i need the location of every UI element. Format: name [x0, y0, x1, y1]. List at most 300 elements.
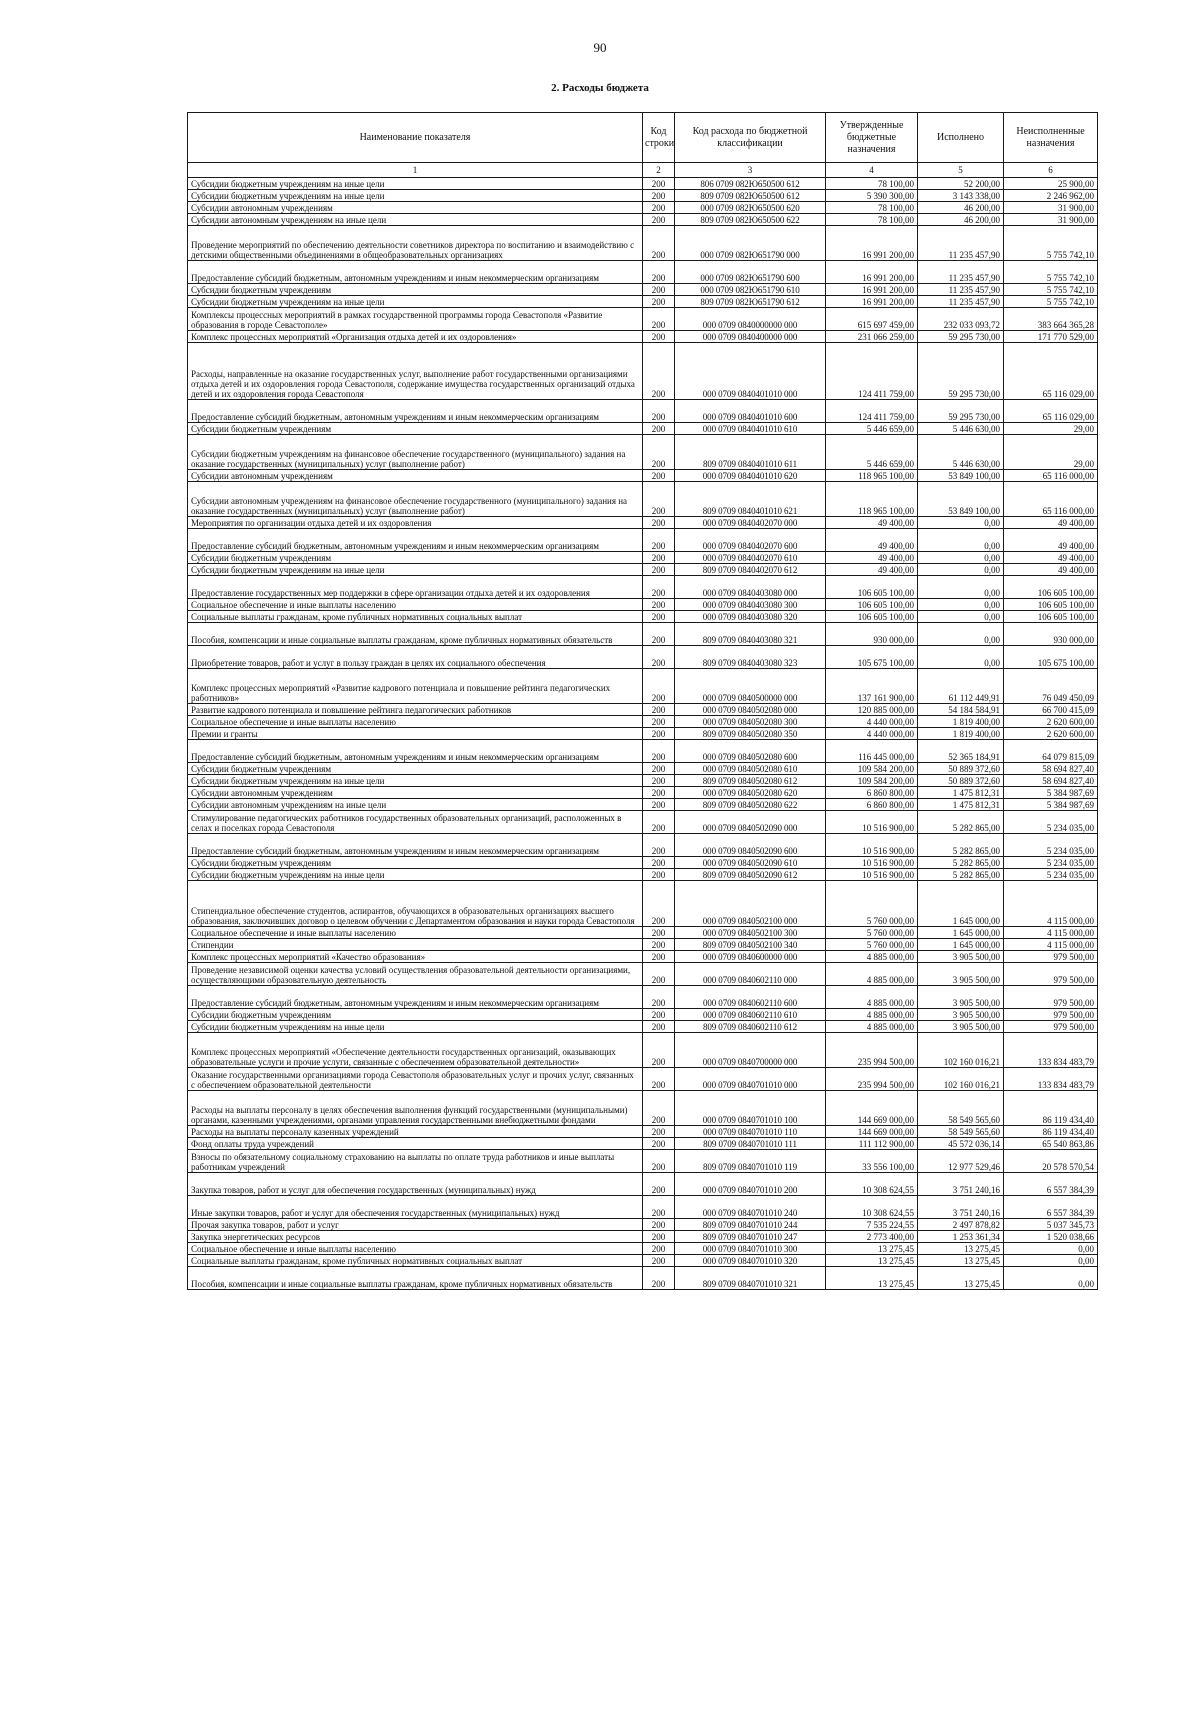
table-row	[188, 1150, 1098, 1173]
row-line-code: 200	[643, 1196, 675, 1219]
table-row	[188, 564, 1098, 576]
row-approved: 144 669 000,00	[826, 1091, 918, 1126]
table-row	[188, 1231, 1098, 1243]
row-executed: 1 645 000,00	[918, 927, 1004, 939]
table-row	[188, 986, 1098, 1009]
row-name: Субсидии автономным учреждениям	[188, 470, 643, 482]
table-row	[188, 284, 1098, 296]
row-executed: 0,00	[918, 646, 1004, 669]
row-budget-code: 809 0709 0840502100 340	[675, 939, 826, 951]
column-number: 6	[1004, 163, 1098, 178]
row-approved: 6 860 800,00	[826, 799, 918, 811]
row-budget-code: 000 0709 0840701010 320	[675, 1255, 826, 1267]
table-row	[188, 1243, 1098, 1255]
table-row	[188, 939, 1098, 951]
row-line-code: 200	[643, 834, 675, 857]
row-unexecuted: 979 500,00	[1004, 951, 1098, 963]
row-line-code: 200	[643, 1009, 675, 1021]
row-budget-code: 809 0709 082Ю651790 612	[675, 296, 826, 308]
row-executed: 2 497 878,82	[918, 1219, 1004, 1231]
row-name: Субсидии автономным учреждениям	[188, 787, 643, 799]
table-row	[188, 646, 1098, 669]
row-unexecuted: 5 755 742,10	[1004, 284, 1098, 296]
row-unexecuted: 0,00	[1004, 1243, 1098, 1255]
row-budget-code: 000 0709 0840502080 610	[675, 763, 826, 775]
row-approved: 615 697 459,00	[826, 308, 918, 331]
row-name: Предоставление субсидий бюджетным, автономным учреждениям и иным некоммерческим организациям	[188, 834, 643, 857]
row-name: Социальное обеспечение и иные выплаты населению	[188, 1243, 643, 1255]
row-budget-code: 000 0709 0840701010 240	[675, 1196, 826, 1219]
column-number: 2	[643, 163, 675, 178]
row-approved: 49 400,00	[826, 564, 918, 576]
table-row	[188, 423, 1098, 435]
row-unexecuted: 58 694 827,40	[1004, 775, 1098, 787]
row-executed: 1 475 812,31	[918, 787, 1004, 799]
table-row	[188, 202, 1098, 214]
row-name: Комплекс процессных мероприятий «Организация отдыха детей и их оздоровления»	[188, 331, 643, 343]
row-approved: 124 411 759,00	[826, 400, 918, 423]
table-row	[188, 552, 1098, 564]
row-executed: 58 549 565,60	[918, 1091, 1004, 1126]
table-row	[188, 704, 1098, 716]
row-line-code: 200	[643, 799, 675, 811]
row-budget-code: 000 0709 0840401010 610	[675, 423, 826, 435]
table-row	[188, 716, 1098, 728]
row-unexecuted: 49 400,00	[1004, 564, 1098, 576]
row-name: Прочая закупка товаров, работ и услуг	[188, 1219, 643, 1231]
row-line-code: 200	[643, 623, 675, 646]
row-line-code: 200	[643, 308, 675, 331]
table-row	[188, 869, 1098, 881]
row-unexecuted: 49 400,00	[1004, 517, 1098, 529]
row-unexecuted: 383 664 365,28	[1004, 308, 1098, 331]
row-name: Социальное обеспечение и иные выплаты населению	[188, 599, 643, 611]
row-executed: 1 475 812,31	[918, 799, 1004, 811]
row-executed: 0,00	[918, 564, 1004, 576]
row-approved: 116 445 000,00	[826, 740, 918, 763]
row-budget-code: 000 0709 0840502080 620	[675, 787, 826, 799]
table-row	[188, 1091, 1098, 1126]
header-unexecuted: Неисполненные назначения	[1004, 113, 1098, 163]
row-unexecuted: 49 400,00	[1004, 529, 1098, 552]
row-approved: 109 584 200,00	[826, 775, 918, 787]
row-budget-code: 000 0709 0840602110 600	[675, 986, 826, 1009]
row-budget-code: 809 0709 0840701010 244	[675, 1219, 826, 1231]
row-budget-code: 809 0709 0840502080 622	[675, 799, 826, 811]
row-approved: 4 885 000,00	[826, 1009, 918, 1021]
row-budget-code: 000 0709 0840502100 300	[675, 927, 826, 939]
row-budget-code: 000 0709 0840701010 100	[675, 1091, 826, 1126]
row-unexecuted: 65 116 000,00	[1004, 482, 1098, 517]
table-row	[188, 517, 1098, 529]
row-name: Фонд оплаты труда учреждений	[188, 1138, 643, 1150]
row-name: Комплекс процессных мероприятий «Развитие кадрового потенциала и повышение рейтинга педагогических работников»	[188, 669, 643, 704]
row-unexecuted: 65 540 863,86	[1004, 1138, 1098, 1150]
row-approved: 49 400,00	[826, 552, 918, 564]
row-executed: 232 033 093,72	[918, 308, 1004, 331]
row-name: Субсидии бюджетным учреждениям	[188, 857, 643, 869]
row-name: Стипендии	[188, 939, 643, 951]
row-name: Стипендиальное обеспечение студентов, аспирантов, обучающихся в образовательных организациях высшего образования, заключивших договор о целевом обучении с Департаментом образования и науки города Севастополя	[188, 881, 643, 927]
row-executed: 0,00	[918, 529, 1004, 552]
row-name: Предоставление субсидий бюджетным, автономным учреждениям и иным некоммерческим организациям	[188, 529, 643, 552]
row-unexecuted: 106 605 100,00	[1004, 576, 1098, 599]
row-approved: 111 112 900,00	[826, 1138, 918, 1150]
row-executed: 0,00	[918, 611, 1004, 623]
row-executed: 102 160 016,21	[918, 1033, 1004, 1068]
row-line-code: 200	[643, 775, 675, 787]
row-name: Субсидии бюджетным учреждениям	[188, 423, 643, 435]
row-line-code: 200	[643, 529, 675, 552]
row-unexecuted: 31 900,00	[1004, 214, 1098, 226]
row-line-code: 200	[643, 331, 675, 343]
row-executed: 50 889 372,60	[918, 775, 1004, 787]
row-unexecuted: 5 234 035,00	[1004, 857, 1098, 869]
row-unexecuted: 64 079 815,09	[1004, 740, 1098, 763]
table-row	[188, 623, 1098, 646]
row-approved: 16 991 200,00	[826, 226, 918, 261]
row-approved: 10 516 900,00	[826, 834, 918, 857]
row-budget-code: 000 0709 0840502090 000	[675, 811, 826, 834]
table-row	[188, 763, 1098, 775]
row-line-code: 200	[643, 1091, 675, 1126]
row-line-code: 200	[643, 927, 675, 939]
row-executed: 54 184 584,91	[918, 704, 1004, 716]
row-unexecuted: 2 620 600,00	[1004, 728, 1098, 740]
row-executed: 3 905 500,00	[918, 1009, 1004, 1021]
table-row	[188, 963, 1098, 986]
row-executed: 0,00	[918, 517, 1004, 529]
row-unexecuted: 65 116 029,00	[1004, 343, 1098, 400]
row-name: Расходы на выплаты персоналу в целях обеспечения выполнения функций государственными (муниципальными) органами, казенными учреждениями, органами управления государственными внебюджетными фондами	[188, 1091, 643, 1126]
row-unexecuted: 4 115 000,00	[1004, 927, 1098, 939]
row-approved: 16 991 200,00	[826, 296, 918, 308]
row-line-code: 200	[643, 214, 675, 226]
row-line-code: 200	[643, 1231, 675, 1243]
row-name: Проведение мероприятий по обеспечению деятельности советников директора по воспитанию и взаимодействию с детскими общественными объединениями в общеобразовательных организациях	[188, 226, 643, 261]
row-approved: 124 411 759,00	[826, 343, 918, 400]
row-executed: 13 275,45	[918, 1243, 1004, 1255]
row-approved: 5 760 000,00	[826, 939, 918, 951]
table-row	[188, 261, 1098, 284]
row-executed: 11 235 457,90	[918, 226, 1004, 261]
table-row	[188, 881, 1098, 927]
row-budget-code: 000 0709 0840402070 610	[675, 552, 826, 564]
table-row	[188, 787, 1098, 799]
row-executed: 0,00	[918, 623, 1004, 646]
row-name: Субсидии автономным учреждениям на иные цели	[188, 214, 643, 226]
row-budget-code: 000 0709 0840502100 000	[675, 881, 826, 927]
row-line-code: 200	[643, 857, 675, 869]
row-unexecuted: 0,00	[1004, 1255, 1098, 1267]
row-approved: 4 885 000,00	[826, 986, 918, 1009]
row-budget-code: 000 0709 0840403080 300	[675, 599, 826, 611]
row-executed: 3 905 500,00	[918, 963, 1004, 986]
row-budget-code: 000 0709 0840401010 000	[675, 343, 826, 400]
row-approved: 49 400,00	[826, 517, 918, 529]
row-line-code: 200	[643, 178, 675, 190]
row-budget-code: 809 0709 0840403080 323	[675, 646, 826, 669]
row-unexecuted: 6 557 384,39	[1004, 1196, 1098, 1219]
column-number-row	[188, 163, 1098, 178]
row-line-code: 200	[643, 646, 675, 669]
row-line-code: 200	[643, 1021, 675, 1033]
row-line-code: 200	[643, 1068, 675, 1091]
row-budget-code: 000 0709 082Ю651790 610	[675, 284, 826, 296]
row-unexecuted: 0,00	[1004, 1267, 1098, 1290]
row-executed: 0,00	[918, 552, 1004, 564]
row-budget-code: 000 0709 0840602110 610	[675, 1009, 826, 1021]
row-executed: 3 905 500,00	[918, 951, 1004, 963]
row-executed: 0,00	[918, 576, 1004, 599]
row-line-code: 200	[643, 1150, 675, 1173]
row-line-code: 200	[643, 1267, 675, 1290]
row-executed: 5 282 865,00	[918, 834, 1004, 857]
row-line-code: 200	[643, 1126, 675, 1138]
table-row	[188, 599, 1098, 611]
row-approved: 118 965 100,00	[826, 470, 918, 482]
row-budget-code: 000 0709 0840602110 000	[675, 963, 826, 986]
row-executed: 61 112 449,91	[918, 669, 1004, 704]
row-approved: 5 760 000,00	[826, 881, 918, 927]
row-name: Предоставление субсидий бюджетным, автономным учреждениям и иным некоммерческим организациям	[188, 261, 643, 284]
row-executed: 59 295 730,00	[918, 343, 1004, 400]
row-budget-code: 000 0709 0840401010 620	[675, 470, 826, 482]
row-approved: 78 100,00	[826, 178, 918, 190]
row-budget-code: 000 0709 0840403080 000	[675, 576, 826, 599]
row-line-code: 200	[643, 517, 675, 529]
header-name: Наименование показателя	[188, 113, 643, 163]
row-unexecuted: 5 384 987,69	[1004, 787, 1098, 799]
row-name: Социальное обеспечение и иные выплаты населению	[188, 927, 643, 939]
row-executed: 52 365 184,91	[918, 740, 1004, 763]
row-line-code: 200	[643, 951, 675, 963]
row-line-code: 200	[643, 669, 675, 704]
row-approved: 2 773 400,00	[826, 1231, 918, 1243]
row-unexecuted: 49 400,00	[1004, 552, 1098, 564]
row-unexecuted: 66 700 415,09	[1004, 704, 1098, 716]
row-approved: 78 100,00	[826, 202, 918, 214]
table-row	[188, 470, 1098, 482]
row-name: Комплексы процессных мероприятий в рамках государственной программы города Севастополя «Развитие образования в городе Севастополе»	[188, 308, 643, 331]
row-budget-code: 000 0709 0840500000 000	[675, 669, 826, 704]
row-unexecuted: 133 834 483,79	[1004, 1033, 1098, 1068]
row-budget-code: 809 0709 0840402070 612	[675, 564, 826, 576]
row-executed: 11 235 457,90	[918, 284, 1004, 296]
row-name: Пособия, компенсации и иные социальные выплаты гражданам, кроме публичных нормативных обязательств	[188, 1267, 643, 1290]
row-executed: 46 200,00	[918, 214, 1004, 226]
row-line-code: 200	[643, 1243, 675, 1255]
column-number: 3	[675, 163, 826, 178]
row-name: Оказание государственными организациями города Севастополя образовательных услуг и прочих услуг, связанных с обеспечением образовательной деятельности	[188, 1068, 643, 1091]
row-line-code: 200	[643, 1255, 675, 1267]
row-approved: 7 535 224,55	[826, 1219, 918, 1231]
column-number: 1	[188, 163, 643, 178]
row-line-code: 200	[643, 564, 675, 576]
row-name: Расходы, направленные на оказание государственных услуг, выполнение работ государственными организациями отдыха детей и их оздоровления города Севастополя, содержание имущества государственных организаций отдыха детей и их оздоровления города Севастополя	[188, 343, 643, 400]
row-budget-code: 000 0709 0840502080 000	[675, 704, 826, 716]
row-name: Социальные выплаты гражданам, кроме публичных нормативных социальных выплат	[188, 1255, 643, 1267]
row-budget-code: 809 0709 0840502080 612	[675, 775, 826, 787]
table-row	[188, 214, 1098, 226]
row-line-code: 200	[643, 261, 675, 284]
row-executed: 50 889 372,60	[918, 763, 1004, 775]
row-approved: 16 991 200,00	[826, 261, 918, 284]
row-executed: 13 275,45	[918, 1255, 1004, 1267]
row-executed: 5 446 630,00	[918, 435, 1004, 470]
row-unexecuted: 106 605 100,00	[1004, 611, 1098, 623]
table-row	[188, 576, 1098, 599]
row-executed: 0,00	[918, 599, 1004, 611]
row-line-code: 200	[643, 190, 675, 202]
row-unexecuted: 5 234 035,00	[1004, 811, 1098, 834]
row-approved: 10 308 624,55	[826, 1173, 918, 1196]
row-line-code: 200	[643, 728, 675, 740]
row-approved: 120 885 000,00	[826, 704, 918, 716]
row-approved: 137 161 900,00	[826, 669, 918, 704]
row-budget-code: 809 0709 0840401010 611	[675, 435, 826, 470]
row-approved: 13 275,45	[826, 1243, 918, 1255]
row-unexecuted: 65 116 029,00	[1004, 400, 1098, 423]
row-line-code: 200	[643, 552, 675, 564]
row-name: Комплекс процессных мероприятий «Качество образования»	[188, 951, 643, 963]
row-name: Субсидии бюджетным учреждениям на иные цели	[188, 869, 643, 881]
table-row	[188, 331, 1098, 343]
table-header-row	[188, 113, 1098, 163]
row-name: Субсидии бюджетным учреждениям	[188, 763, 643, 775]
row-name: Закупка энергетических ресурсов	[188, 1231, 643, 1243]
row-unexecuted: 20 578 570,54	[1004, 1150, 1098, 1173]
row-budget-code: 000 0709 0840502090 600	[675, 834, 826, 857]
row-name: Субсидии бюджетным учреждениям	[188, 552, 643, 564]
row-approved: 144 669 000,00	[826, 1126, 918, 1138]
row-line-code: 200	[643, 704, 675, 716]
row-executed: 53 849 100,00	[918, 482, 1004, 517]
row-unexecuted: 171 770 529,00	[1004, 331, 1098, 343]
table-row	[188, 343, 1098, 400]
row-budget-code: 000 0709 0840701010 200	[675, 1173, 826, 1196]
row-name: Развитие кадрового потенциала и повышение рейтинга педагогических работников	[188, 704, 643, 716]
row-name: Иные закупки товаров, работ и услуг для обеспечения государственных (муниципальных) нужд	[188, 1196, 643, 1219]
table-row	[188, 669, 1098, 704]
row-executed: 59 295 730,00	[918, 400, 1004, 423]
row-approved: 5 390 300,00	[826, 190, 918, 202]
row-name: Субсидии автономным учреждениям на иные цели	[188, 799, 643, 811]
row-budget-code: 000 0709 0840000000 000	[675, 308, 826, 331]
table-row	[188, 1196, 1098, 1219]
row-approved: 5 446 659,00	[826, 435, 918, 470]
row-line-code: 200	[643, 423, 675, 435]
row-approved: 118 965 100,00	[826, 482, 918, 517]
row-budget-code: 000 0709 0840402070 600	[675, 529, 826, 552]
row-executed: 53 849 100,00	[918, 470, 1004, 482]
row-budget-code: 000 0709 0840400000 000	[675, 331, 826, 343]
row-executed: 11 235 457,90	[918, 296, 1004, 308]
row-approved: 4 885 000,00	[826, 1021, 918, 1033]
row-budget-code: 000 0709 082Ю651790 600	[675, 261, 826, 284]
table-row	[188, 529, 1098, 552]
row-unexecuted: 106 605 100,00	[1004, 599, 1098, 611]
row-line-code: 200	[643, 881, 675, 927]
row-budget-code: 000 0709 0840502080 300	[675, 716, 826, 728]
row-budget-code: 809 0709 0840502090 612	[675, 869, 826, 881]
row-name: Расходы на выплаты персоналу казенных учреждений	[188, 1126, 643, 1138]
row-executed: 5 282 865,00	[918, 857, 1004, 869]
row-unexecuted: 6 557 384,39	[1004, 1173, 1098, 1196]
row-unexecuted: 979 500,00	[1004, 963, 1098, 986]
row-approved: 10 308 624,55	[826, 1196, 918, 1219]
row-unexecuted: 5 037 345,73	[1004, 1219, 1098, 1231]
row-line-code: 200	[643, 296, 675, 308]
row-executed: 5 446 630,00	[918, 423, 1004, 435]
row-unexecuted: 133 834 483,79	[1004, 1068, 1098, 1091]
row-line-code: 200	[643, 611, 675, 623]
row-approved: 235 994 500,00	[826, 1033, 918, 1068]
table-row	[188, 190, 1098, 202]
header-executed: Исполнено	[918, 113, 1004, 163]
row-approved: 106 605 100,00	[826, 611, 918, 623]
row-name: Взносы по обязательному социальному страхованию на выплаты по оплате труда работников и иные выплаты работникам учреждений	[188, 1150, 643, 1173]
row-unexecuted: 4 115 000,00	[1004, 939, 1098, 951]
table-row	[188, 834, 1098, 857]
row-approved: 5 446 659,00	[826, 423, 918, 435]
row-executed: 5 282 865,00	[918, 869, 1004, 881]
row-unexecuted: 29,00	[1004, 423, 1098, 435]
row-approved: 16 991 200,00	[826, 284, 918, 296]
row-line-code: 200	[643, 939, 675, 951]
row-unexecuted: 2 620 600,00	[1004, 716, 1098, 728]
row-approved: 930 000,00	[826, 623, 918, 646]
row-executed: 3 751 240,16	[918, 1173, 1004, 1196]
row-line-code: 200	[643, 740, 675, 763]
row-approved: 13 275,45	[826, 1267, 918, 1290]
row-line-code: 200	[643, 963, 675, 986]
row-name: Субсидии бюджетным учреждениям на иные цели	[188, 178, 643, 190]
row-name: Предоставление государственных мер поддержки в сфере организации отдыха детей и их оздоровления	[188, 576, 643, 599]
table-body	[188, 178, 1098, 1290]
row-executed: 13 275,45	[918, 1267, 1004, 1290]
row-unexecuted: 86 119 434,40	[1004, 1091, 1098, 1126]
row-line-code: 200	[643, 1138, 675, 1150]
row-line-code: 200	[643, 811, 675, 834]
row-budget-code: 809 0709 082Ю650500 622	[675, 214, 826, 226]
row-name: Субсидии бюджетным учреждениям на иные цели	[188, 296, 643, 308]
row-approved: 13 275,45	[826, 1255, 918, 1267]
row-name: Субсидии автономным учреждениям на финансовое обеспечение государственного (муниципального) задания на оказание государственных (муниципальных) услуг (выполнение работ)	[188, 482, 643, 517]
row-budget-code: 000 0709 0840701010 300	[675, 1243, 826, 1255]
row-unexecuted: 979 500,00	[1004, 1009, 1098, 1021]
row-executed: 1 253 361,34	[918, 1231, 1004, 1243]
row-name: Закупка товаров, работ и услуг для обеспечения государственных (муниципальных) нужд	[188, 1173, 643, 1196]
table-row	[188, 400, 1098, 423]
row-budget-code: 809 0709 0840701010 321	[675, 1267, 826, 1290]
row-budget-code: 000 0709 082Ю650500 620	[675, 202, 826, 214]
row-unexecuted: 930 000,00	[1004, 623, 1098, 646]
row-approved: 4 885 000,00	[826, 963, 918, 986]
row-approved: 10 516 900,00	[826, 857, 918, 869]
row-approved: 106 605 100,00	[826, 576, 918, 599]
row-approved: 6 860 800,00	[826, 787, 918, 799]
row-approved: 49 400,00	[826, 529, 918, 552]
table-row	[188, 927, 1098, 939]
table-row	[188, 1068, 1098, 1091]
row-unexecuted: 5 234 035,00	[1004, 834, 1098, 857]
row-line-code: 200	[643, 1033, 675, 1068]
row-unexecuted: 979 500,00	[1004, 1021, 1098, 1033]
row-budget-code: 809 0709 0840701010 247	[675, 1231, 826, 1243]
row-budget-code: 809 0709 0840701010 119	[675, 1150, 826, 1173]
row-executed: 59 295 730,00	[918, 331, 1004, 343]
